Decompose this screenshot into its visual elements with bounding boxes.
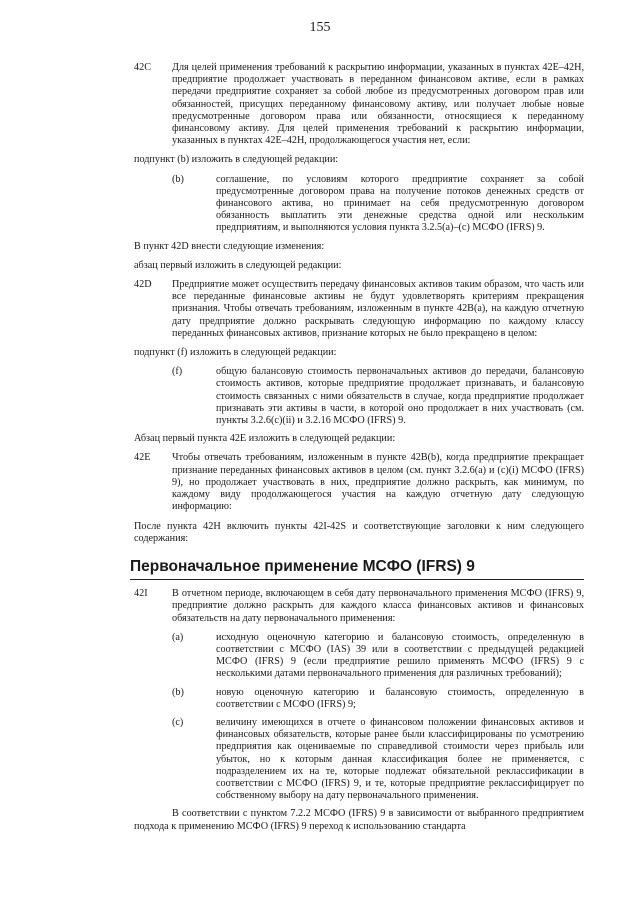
page-number: 155 bbox=[309, 20, 331, 35]
paragraph-label: 42I bbox=[134, 588, 148, 600]
paragraph-text: Предприятие может осуществить передачу финансовых активов таким образом, что часть или все переданные финансовые активы не будут удовлетворять критериям прекращения признания. Чтобы отвечать требованиям, изложенным в пункте 42B(a), на каждую отчетную дату предприятие должно раскрывать следующую информацию по каждому классу переданных финансовых активов, признание которых не было прекращено в целом: bbox=[172, 279, 584, 339]
paragraph-label: 42D bbox=[134, 279, 152, 291]
paragraph-42D bbox=[134, 279, 584, 340]
amendment-note: После пункта 42H включить пункты 42I-42S и соответствующие заголовки к ним следующего содержания: bbox=[134, 520, 584, 544]
subparagraph-b bbox=[172, 174, 584, 235]
subparagraph-b2 bbox=[172, 687, 584, 711]
amendment-note: подпункт (f) изложить в следующей редакции: bbox=[134, 347, 337, 359]
paragraph-42E bbox=[134, 452, 584, 513]
amendment-note: В пункт 42D внести следующие изменения: bbox=[134, 240, 325, 252]
paragraph-label: 42C bbox=[134, 62, 151, 73]
subparagraph-label: (b) bbox=[172, 173, 184, 185]
subparagraph-c bbox=[172, 717, 584, 802]
paragraph-text: Для целей применения требований к раскрытию информации, указанных в пунктах 42E–42H, предприятие продолжает участвовать в переданном финансовом активе, если в рамках передачи предприятие сохраняет за собой любое из предусмотренных договором прав или обязанностей, присущих переданному финансовому активу, или получает любые новые предусмотренные договором права или обязанности, относящиеся к переданному финансовому активу. Для целей применения требований к раскрытию информации, указанных в пунктах 42E–42H, продолжающегося участия нет, если: bbox=[172, 62, 584, 147]
subparagraph-label: (c) bbox=[172, 716, 184, 728]
amendment-note: Абзац первый пункта 42E изложить в следующей редакции: bbox=[134, 433, 396, 445]
subparagraph-label: (a) bbox=[172, 631, 184, 643]
subparagraph-text: величину имеющихся в отчете о финансовом положении финансовых активов и финансовых обязательств, которые ранее были классифицированы по усмотрению предприятия как оцениваемые по справедливой стоимости через прибыль или убыток, но к которым данная классификация более не применяется, с подразделением их на те, которые подлежат обязательной реклассификации в соответствии с МСФО (IFRS) 9, и те, которые предприятие реклассифицирует по собственному выбору на дату первоначального применения. bbox=[216, 716, 584, 802]
subparagraph-label: (b) bbox=[172, 686, 184, 698]
paragraph-label: 42E bbox=[134, 452, 151, 464]
amendment-note: подпункт (b) изложить в следующей редакции: bbox=[134, 154, 339, 166]
subparagraph-label: (f) bbox=[172, 366, 183, 378]
closing-paragraph: В соответствии с пунктом 7.2.2 МСФО (IFRS) 9 в зависимости от выбранного предприятием подхода к применению МСФО (IFRS) 9 переход к использованию стандарта bbox=[134, 808, 584, 832]
section-heading: Первоначальное применение МСФО (IFRS) 9 bbox=[130, 561, 584, 580]
subparagraph-text: новую оценочную категорию и балансовую стоимость, определенную в соответствии с МСФО (IFRS) 9; bbox=[216, 686, 584, 710]
subparagraph-text: исходную оценочную категорию и балансовую стоимость, определенную в соответствии с МСФО (IAS) 39 или в соответствии с предыдущей редакцией МСФО (IFRS) 9 (если предприятие решило применять МСФО (IFRS) 9 с несколькими датами первоначального применения для различных требований); bbox=[216, 631, 584, 680]
paragraph-text: В отчетном периоде, включающем в себя дату первоначального применения МСФО (IFRS) 9, предприятие должно раскрыть для каждого класса финансовых активов и финансовых обязательств на дату первоначального применения: bbox=[172, 588, 584, 624]
subparagraph-f bbox=[172, 366, 584, 427]
paragraph-42I bbox=[134, 588, 584, 625]
subparagraph-a bbox=[172, 632, 584, 681]
paragraph-42C bbox=[134, 62, 584, 147]
paragraph-text: Чтобы отвечать требованиям, изложенным в пункте 42B(b), когда предприятие прекращает признание переданных финансовых активов в целом (см. пункт 3.2.6(a) и (c)(i) МСФО (IFRS) 9), но продолжает участвовать в них, предприятие должно раскрыть, как минимум, по каждому виду продолжающегося участия на каждую отчетную дату следующую информацию: bbox=[172, 452, 584, 513]
amendment-note: абзац первый изложить в следующей редакции: bbox=[134, 259, 342, 271]
subparagraph-text: общую балансовую стоимость первоначальных активов до передачи, балансовую стоимость активов, которые предприятие продолжает признавать, и балансовую стоимость связанных с ними обязательств в случае, когда предприятие продолжает признавать эти активы в части, в которой оно продолжает в них участвовать (см. пункты 3.2.6(c)(ii) и 3.2.16 МСФО (IFRS) 9. bbox=[216, 366, 584, 427]
subparagraph-text: соглашение, по условиям которого предприятие сохраняет за собой предусмотренные договором права на получение потоков денежных средств от финансового актива, но принимает на себя предусмотренную договором обязанность выплатить эти денежные средства одной или нескольким предприятиям, и выполняются условия пункта 3.2.5(a)–(c) МСФО (IFRS) 9. bbox=[216, 173, 584, 234]
document-body bbox=[130, 62, 584, 833]
